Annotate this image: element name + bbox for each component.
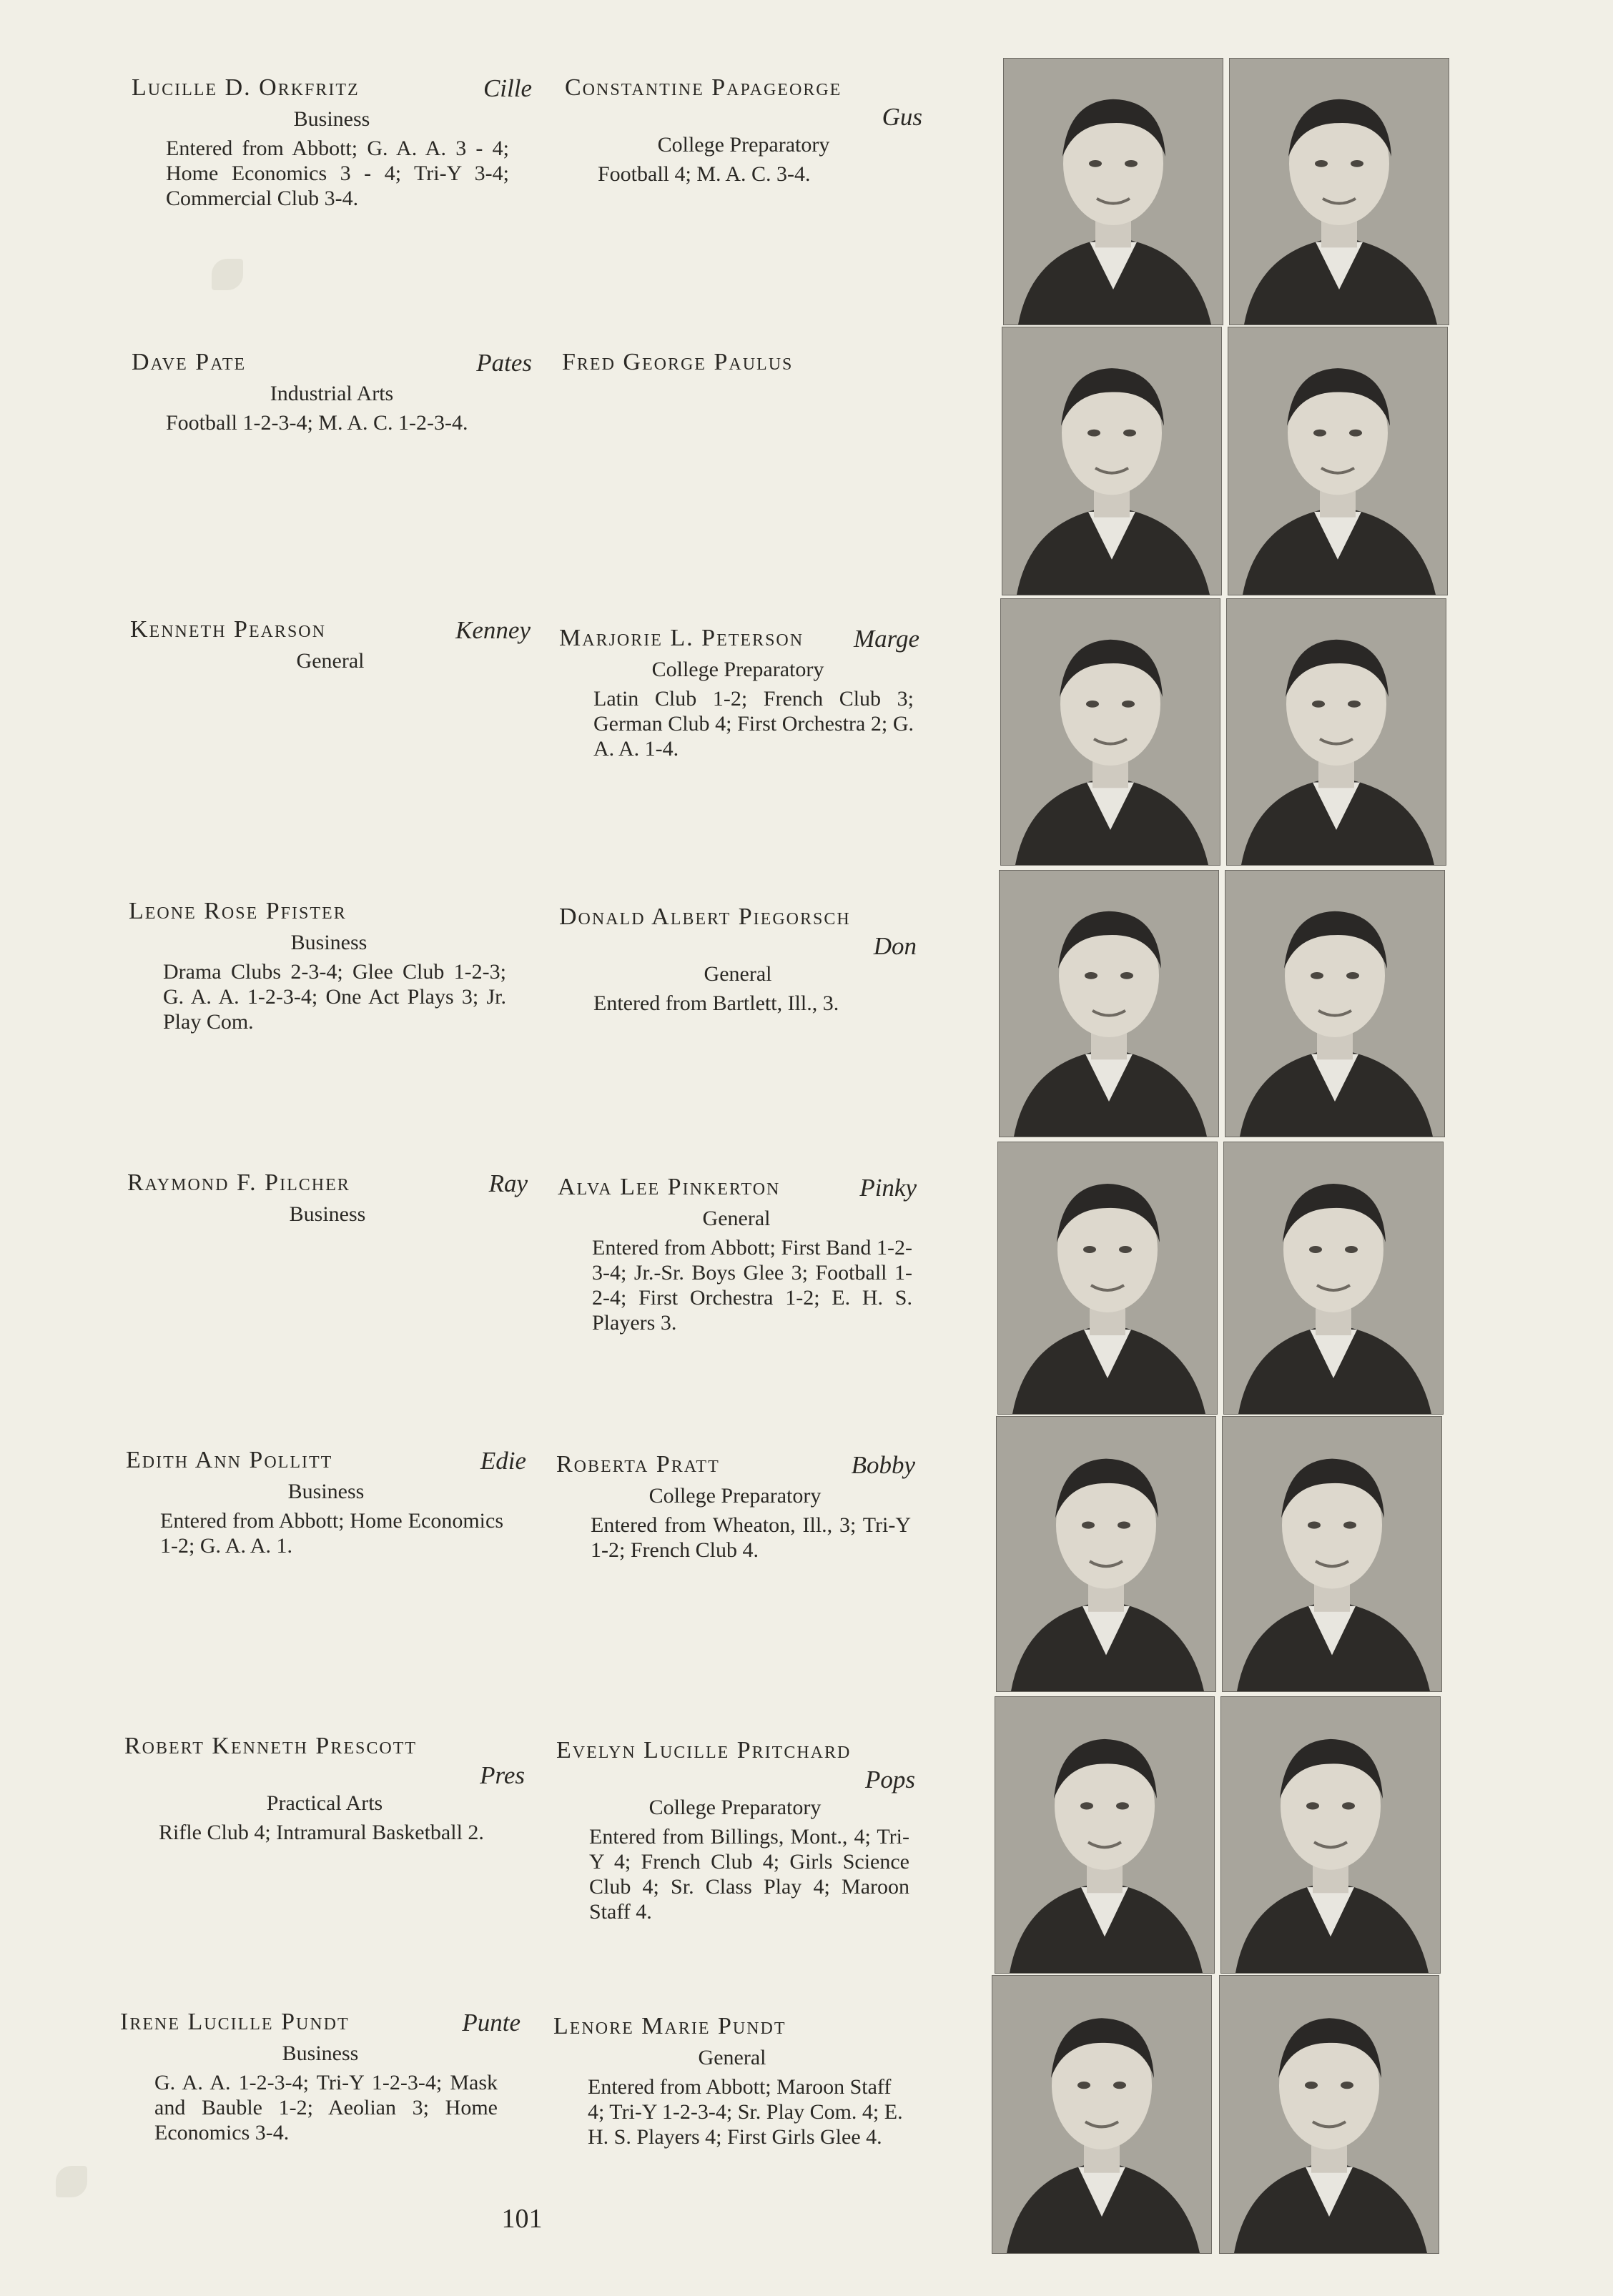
student-portrait — [1221, 1697, 1440, 1973]
senior-entry — [553, 2013, 911, 2149]
student-portrait — [1227, 599, 1446, 865]
student-portrait — [997, 1417, 1215, 1691]
student-name: Dave Pate — [132, 349, 247, 375]
senior-entry — [565, 74, 922, 187]
student-course: Business — [282, 2042, 359, 2065]
student-nickname: Cille — [483, 74, 532, 102]
leaf-ornament — [212, 259, 243, 290]
student-course: Industrial Arts — [270, 382, 394, 405]
student-course: College Preparatory — [648, 1796, 822, 1819]
student-name: Robert Kenneth Prescott — [124, 1733, 418, 1759]
student-activities: Latin Club 1-2; French Club 3; German Club 4; First Orchestra 2; G. A. A. 1-4. — [593, 687, 914, 761]
student-portrait — [1223, 1417, 1441, 1691]
student-nickname: Punte — [462, 2009, 521, 2037]
page-number: 101 — [501, 2204, 543, 2234]
senior-entry — [129, 898, 529, 1034]
senior-entry — [127, 1169, 528, 1227]
leaf-ornament — [56, 2166, 87, 2197]
student-activities: Football 1-2-3-4; M. A. C. 1-2-3-4. — [166, 411, 468, 435]
student-name: Constantine Papageorge — [565, 74, 842, 101]
student-activities: Rifle Club 4; Intramural Basketball 2. — [159, 1821, 484, 1844]
student-course: General — [698, 2046, 766, 2069]
student-course: Business — [289, 1202, 366, 1226]
student-portrait — [1004, 59, 1223, 325]
student-activities: Entered from Abbott; G. A. A. 3 - 4; Home Economics 3 - 4; Tri-Y 3-4; Commercial Club 3-4. — [166, 137, 509, 210]
student-name: Edith Ann Pollitt — [126, 1447, 333, 1473]
student-nickname: Pinky — [859, 1174, 917, 1202]
student-nickname: Kenney — [455, 616, 531, 644]
student-activities: Entered from Wheaton, Ill., 3; Tri-Y 1-2; French Club 4. — [591, 1513, 911, 1562]
student-course: Business — [290, 931, 368, 954]
student-name: Alva Lee Pinkerton — [558, 1174, 781, 1200]
student-nickname: Bobby — [851, 1451, 915, 1479]
senior-entry — [559, 625, 917, 761]
student-portrait — [1002, 327, 1221, 595]
student-activities: Drama Clubs 2-3-4; Glee Club 1-2-3; G. A. A. 1-2-3-4; One Act Plays 3; Jr. Play Com. — [163, 960, 506, 1034]
student-course: College Preparatory — [648, 1484, 822, 1508]
senior-entry — [120, 2009, 521, 2145]
student-course: General — [296, 649, 365, 673]
student-nickname: Gus — [882, 103, 922, 131]
student-nickname: Pates — [476, 349, 532, 377]
student-name: Kenneth Pearson — [130, 616, 326, 643]
student-name: Marjorie L. Peterson — [559, 625, 804, 651]
student-activities: Entered from Bartlett, Ill., 3. — [593, 991, 839, 1015]
senior-entry — [126, 1447, 526, 1558]
senior-entry — [556, 1737, 914, 1924]
senior-entry — [558, 1174, 915, 1335]
senior-entry — [132, 349, 532, 435]
student-activities: Football 4; M. A. C. 3-4. — [598, 162, 811, 186]
student-nickname: Pres — [480, 1761, 525, 1789]
student-course: College Preparatory — [657, 133, 830, 157]
student-portrait — [1001, 599, 1220, 865]
senior-entry — [559, 904, 917, 1016]
student-portrait — [992, 1976, 1211, 2253]
student-name: Irene Lucille Pundt — [120, 2009, 350, 2035]
student-name: Leone Rose Pfister — [129, 898, 347, 924]
student-portrait — [1224, 1142, 1443, 1414]
senior-entry — [124, 1733, 525, 1845]
student-course: Practical Arts — [266, 1791, 383, 1815]
student-activities: Entered from Abbott; First Band 1-2-3-4; Jr.-Sr. Boys Glee 3; Football 1-2-4; First Orchestra 1-2; E. H. S. Players 3. — [592, 1236, 912, 1335]
student-activities: G. A. A. 1-2-3-4; Tri-Y 1-2-3-4; Mask and Bauble 1-2; Aeolian 3; Home Economics 3-4. — [154, 2071, 498, 2144]
student-name: Lenore Marie Pundt — [553, 2013, 786, 2039]
student-nickname: Don — [873, 932, 917, 960]
student-name: Donald Albert Piegorsch — [559, 904, 851, 930]
student-nickname: Pops — [865, 1766, 915, 1793]
senior-entry — [132, 74, 532, 211]
student-portrait — [1000, 871, 1218, 1137]
student-name: Lucille D. Orkfritz — [132, 74, 360, 101]
student-portrait — [1220, 1976, 1439, 2253]
student-activities: Entered from Abbott; Maroon Staff 4; Tri-Y 1-2-3-4; Sr. Play Com. 4; E. H. S. Players 4; First Girls Glee 4. — [588, 2075, 903, 2149]
student-course: General — [704, 962, 772, 986]
student-portrait — [1225, 871, 1444, 1137]
student-activities: Entered from Billings, Mont., 4; Tri-Y 4; French Club 4; Girls Science Club 4; Sr. Class Play 4; Maroon Staff 4. — [589, 1825, 909, 1924]
student-name: Raymond F. Pilcher — [127, 1169, 350, 1196]
student-course: Business — [293, 107, 370, 131]
senior-entry — [556, 1451, 914, 1563]
student-portrait — [998, 1142, 1217, 1414]
student-name: Roberta Pratt — [556, 1451, 720, 1478]
student-portrait — [1228, 327, 1447, 595]
student-course: College Preparatory — [651, 658, 824, 681]
student-activities: Entered from Abbott; Home Economics 1-2; G. A. A. 1. — [160, 1509, 503, 1558]
student-portrait — [995, 1697, 1214, 1973]
senior-entry — [562, 349, 919, 380]
student-portrait — [1230, 59, 1449, 325]
student-name: Fred George Paulus — [562, 349, 794, 375]
student-nickname: Marge — [853, 625, 919, 653]
student-nickname: Ray — [488, 1169, 528, 1197]
student-nickname: Edie — [480, 1447, 526, 1475]
student-name: Evelyn Lucille Pritchard — [556, 1737, 852, 1763]
student-course: Business — [287, 1480, 365, 1503]
senior-entry — [130, 616, 531, 673]
student-course: General — [702, 1207, 771, 1230]
